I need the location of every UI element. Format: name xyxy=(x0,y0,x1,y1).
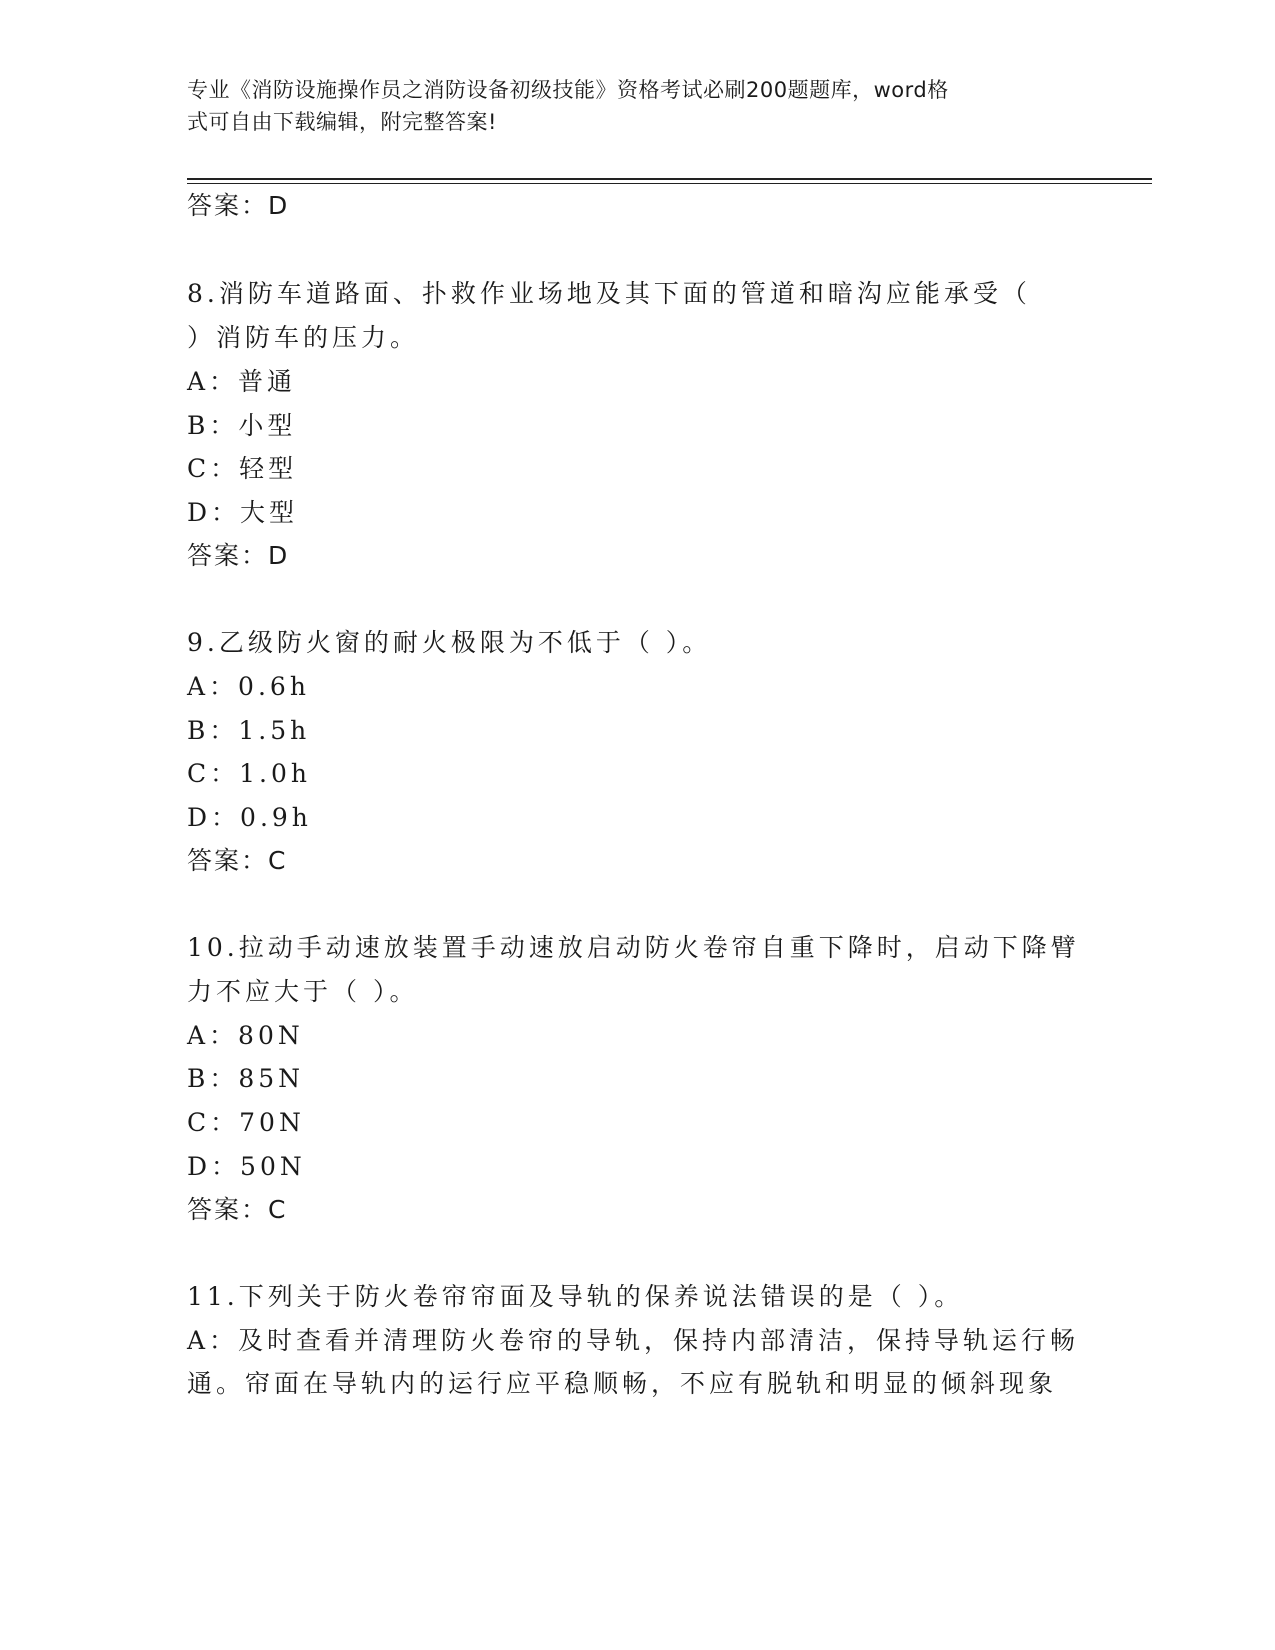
header-line-1: 专业《消防设施操作员之消防设备初级技能》资格考试必刷200题题库，word格 xyxy=(187,78,949,102)
question-8-text-2: ）消防车的压力。 xyxy=(187,323,420,352)
answer-q9: 答案：C xyxy=(187,846,288,875)
question-9-option-c: C：1.0h xyxy=(187,759,311,788)
answer-q8: 答案：D xyxy=(187,541,290,570)
question-9-option-d: D：0.9h xyxy=(187,803,312,832)
question-11-text-1: 11.下列关于防火卷帘帘面及导轨的保养说法错误的是（ ）。 xyxy=(187,1282,964,1311)
question-10-text-2: 力不应大于（ ）。 xyxy=(187,977,419,1006)
question-8-option-b: B：小型 xyxy=(187,411,297,440)
question-11-option-a-line-2: 通。帘面在导轨内的运行应平稳顺畅，不应有脱轨和明显的倾斜现象 xyxy=(187,1369,1058,1398)
question-10-option-b: B：85N xyxy=(187,1064,305,1093)
question-10-option-a: A：80N xyxy=(187,1021,304,1050)
answer-q7: 答案：D xyxy=(187,191,290,220)
answer-q10: 答案：C xyxy=(187,1195,288,1224)
question-9-option-b: B：1.5h xyxy=(187,716,311,745)
question-10-text-1: 10.拉动手动速放装置手动速放启动防火卷帘自重下降时，启动下降臂 xyxy=(187,933,1080,962)
document-header xyxy=(187,74,1067,138)
question-8-option-d: D：大型 xyxy=(187,498,299,527)
question-8-option-c: C：轻型 xyxy=(187,454,298,483)
question-10-option-c: C：70N xyxy=(187,1108,305,1137)
question-9-option-a: A：0.6h xyxy=(187,672,310,701)
question-10-option-d: D：50N xyxy=(187,1152,306,1181)
question-11-option-a-line-1: A：及时查看并清理防火卷帘的导轨，保持内部清洁，保持导轨运行畅 xyxy=(187,1326,1080,1355)
header-rule-thick xyxy=(187,178,1152,180)
question-8-option-a: A：普通 xyxy=(187,367,297,396)
header-line-2: 式可自由下载编辑，附完整答案! xyxy=(187,110,497,134)
header-rule-thin xyxy=(187,183,1152,184)
question-9-text-1: 9.乙级防火窗的耐火极限为不低于（ ）。 xyxy=(187,628,712,657)
question-8-text-1: 8.消防车道路面、扑救作业场地及其下面的管道和暗沟应能承受（ xyxy=(187,279,1031,308)
